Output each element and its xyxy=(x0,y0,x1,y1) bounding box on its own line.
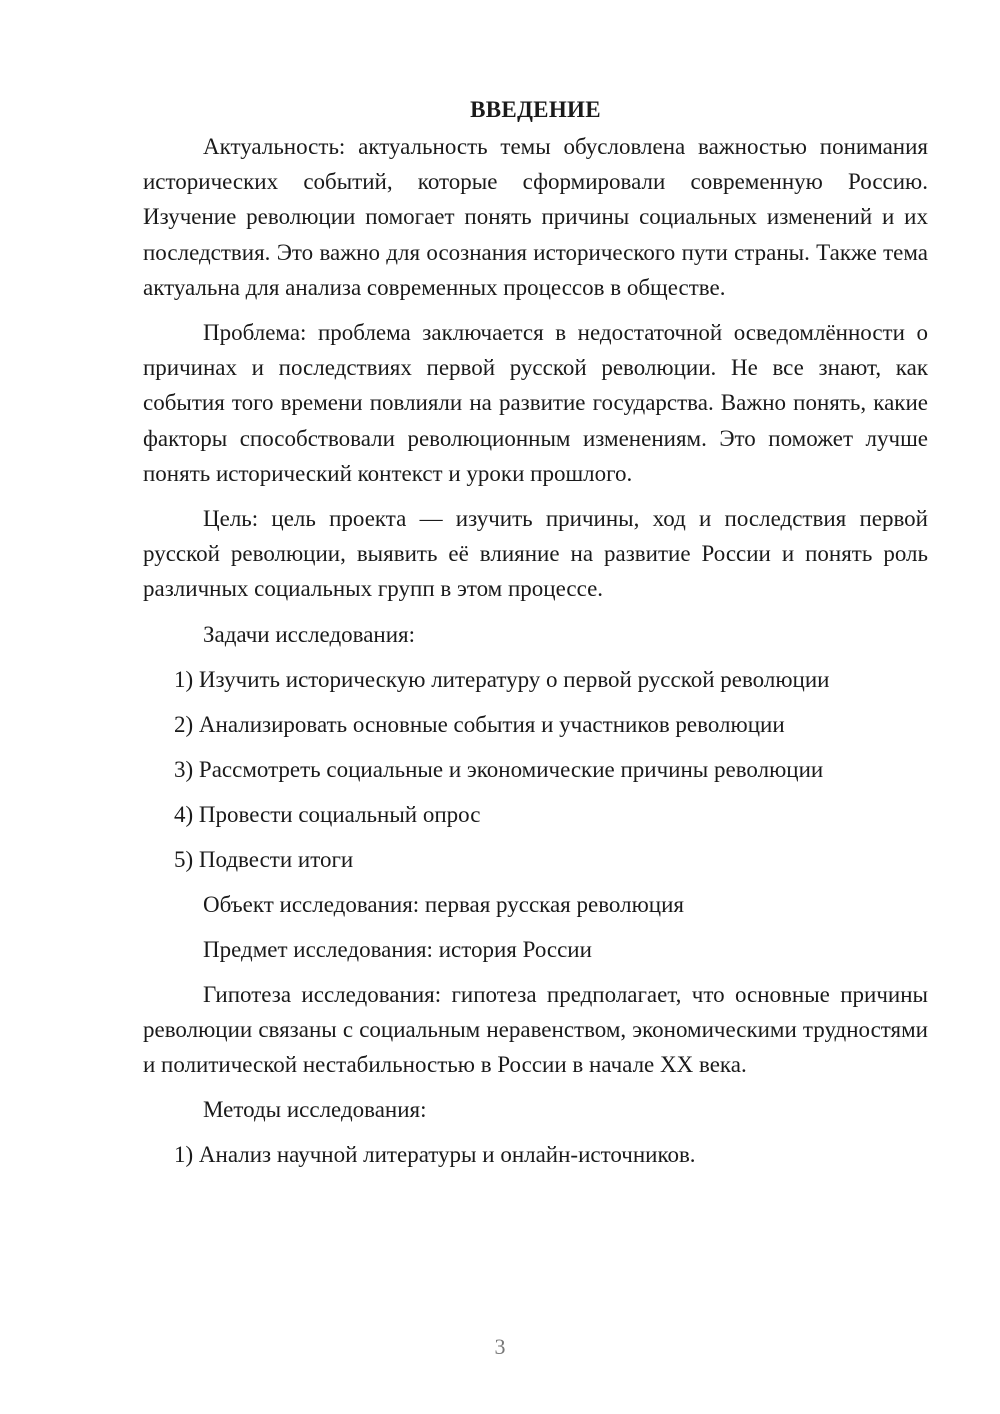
document-page xyxy=(143,92,928,1182)
relevance-paragraph: Актуальность: актуальность темы обусловлена важностью понимания исторических событий, которые сформировали современную Россию. Изучение революции помогает понять причины социальных изменений и их последствия. Это важно для осознания исторического пути страны. Также тема актуальна для анализа современных процессов в обществе. xyxy=(143,134,928,300)
object-line: Объект исследования: первая русская революция xyxy=(203,891,684,917)
hypothesis-paragraph: Гипотеза исследования: гипотеза предполагает, что основные причины революции связаны с социальным неравенством, экономическими трудностями и политической нестабильностью в России в начале XX века. xyxy=(143,981,928,1078)
methods-list xyxy=(143,1137,928,1172)
list-item: 1) Изучить историческую литературу о первой русской революции xyxy=(174,666,830,692)
tasks-heading: Задачи исследования: xyxy=(203,621,416,647)
problem-paragraph: Проблема: проблема заключается в недостаточной осведомлённости о причинах и последствиях первой русской революции. Не все знают, как события того времени повлияли на развитие государства. Важно понять, какие факторы способствовали революционным изменениям. Это поможет лучше понять исторический контекст и уроки прошлого. xyxy=(143,320,928,486)
goal-paragraph: Цель: цель проекта — изучить причины, ход и последствия первой русской революции, выявить её влияние на развитие России и понять роль различных социальных групп в этом процессе. xyxy=(143,506,928,602)
page-title: ВВЕДЕНИЕ xyxy=(470,97,601,122)
list-item: 1) Анализ научной литературы и онлайн-источников. xyxy=(174,1142,696,1168)
list-item: 4) Провести социальный опрос xyxy=(174,801,481,827)
tasks-list xyxy=(143,662,928,877)
subject-line: Предмет исследования: история России xyxy=(203,936,592,962)
page-number: 3 xyxy=(494,1334,506,1359)
methods-heading: Методы исследования: xyxy=(203,1097,427,1123)
list-item: 2) Анализировать основные события и участников революции xyxy=(174,711,785,737)
list-item: 5) Подвести итоги xyxy=(174,846,354,872)
list-item: 3) Рассмотреть социальные и экономические причины революции xyxy=(174,756,824,782)
